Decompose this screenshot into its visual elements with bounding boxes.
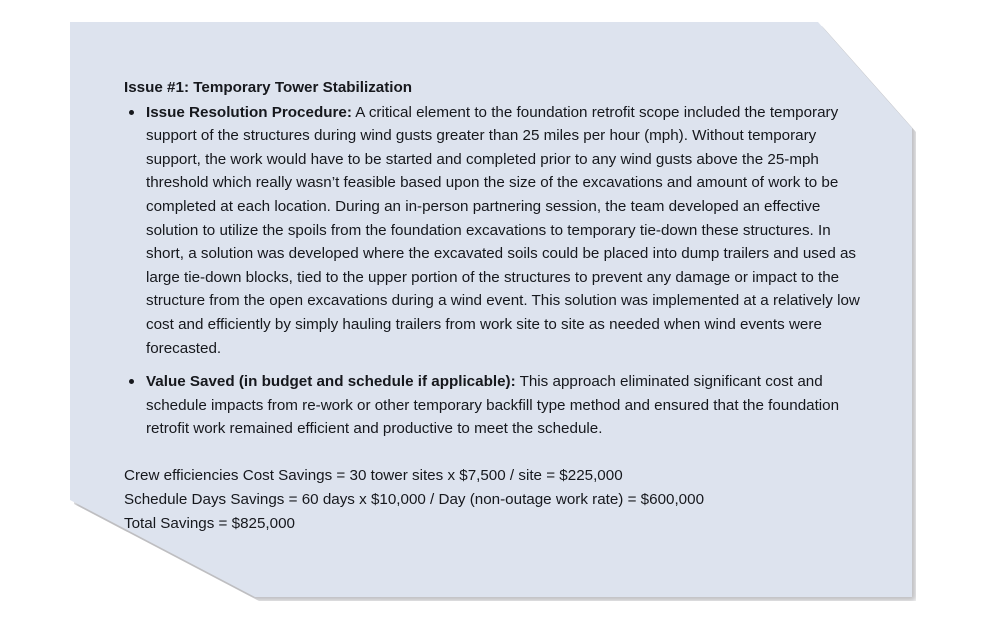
bullet-lead-label: Value Saved (in budget and schedule if applicable): <box>146 373 516 391</box>
savings-summary <box>124 464 864 536</box>
list-item <box>128 101 864 361</box>
list-item <box>128 370 864 441</box>
bullet-body-text: This approach eliminated significant cost and schedule impacts from re-work or other temporary backfill type method and ensured that the foundation retrofit work remained efficient and productive to meet the schedule. <box>146 373 840 438</box>
bullet-lead-label: Issue Resolution Procedure: <box>146 103 352 121</box>
page-title: Issue #1: Temporary Tower Stabilization <box>124 79 413 96</box>
callout-shape-container <box>70 22 912 597</box>
savings-line-schedule: Schedule Days Savings = 60 days x $10,000 / Day (non-outage work rate) = $600,000 <box>124 491 705 508</box>
savings-line-total: Total Savings = $825,000 <box>124 515 295 533</box>
savings-line-cost: Crew efficiencies Cost Savings = 30 tower sites x $7,500 / site = $225,000 <box>124 466 623 484</box>
callout-content <box>124 76 864 536</box>
bullet-body-text: A critical element to the foundation retrofit scope included the temporary support of the structures during wind gusts greater than 25 miles per hour (mph). Without temporary support, the work would have to be started and completed prior to any wind gusts above the 25-mph threshold which really wasn’t feasible based upon the size of the excavations and amount of work to be completed at each location. During an in-person partnering session, the team developed an effective solution to utilize the spoils from the foundation excavations to temporary tie-down these structures. In short, a solution was developed where the excavated soils could be placed into dump trailers and used as large tie-down blocks, tied to the upper portion of the structures to prevent any damage or impact to the structure from the open excavations during a wind event. This solution was implemented at a relatively low cost and efficiently by simply hauling trailers from work site to site as needed when wind events were forecasted. <box>146 103 860 357</box>
bullet-dot-icon <box>129 110 134 115</box>
issue-bullet-list <box>124 101 864 441</box>
bullet-dot-icon <box>129 379 134 384</box>
